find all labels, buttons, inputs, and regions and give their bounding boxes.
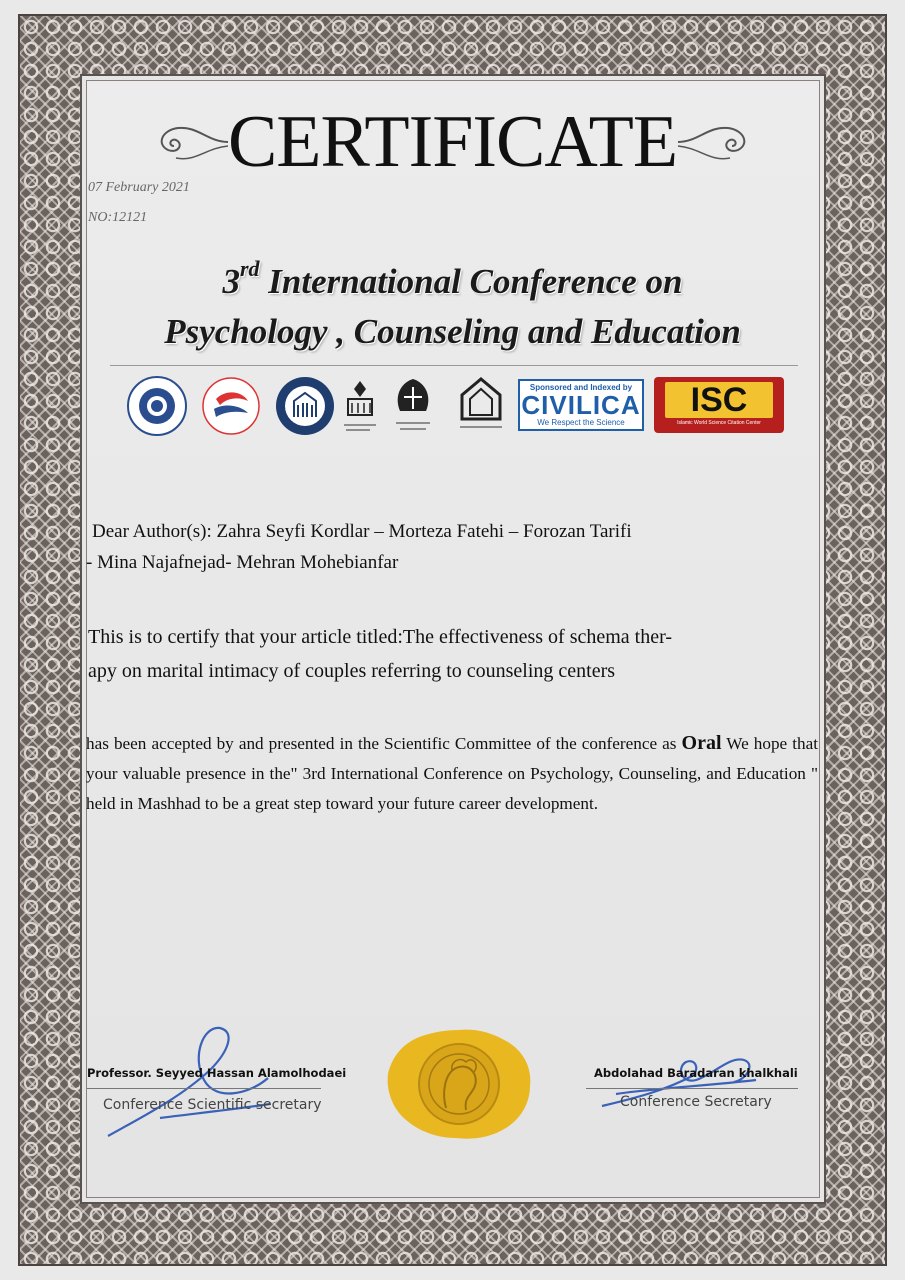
- issue-date: 07 February 2021: [88, 180, 190, 195]
- divider: [110, 365, 798, 366]
- flourish-right-icon: [676, 116, 758, 166]
- left-signatory-role: Conference Scientific secretary: [103, 1097, 322, 1113]
- right-signature-line: [586, 1088, 798, 1089]
- isc-logo: ISC Islamic World Science Citation Center: [654, 377, 784, 433]
- authors-line2: - Mina Najafnejad- Mehran Mohebianfar: [86, 552, 399, 573]
- mashhad-university-emblem-icon: [340, 375, 380, 437]
- istanbul-aydin-university-seal-icon: [126, 375, 188, 437]
- presentation-type: Oral: [681, 732, 722, 754]
- shandiz-higher-education-seal-icon: [274, 375, 336, 437]
- gold-seal-icon: [384, 1028, 534, 1140]
- authors-line1: Dear Author(s): Zahra Seyfi Kordlar – Morteza Fatehi – Forozan Tarifi: [92, 521, 632, 542]
- left-signature-icon: [100, 1018, 300, 1148]
- left-signature-line: [87, 1088, 321, 1089]
- article-statement: [88, 620, 824, 688]
- sponsor-logos: [126, 375, 786, 439]
- certificate-number: NO:12121: [88, 210, 148, 225]
- certificate-title: CERTIFICATE: [227, 101, 678, 183]
- university-of-georgia-seal-icon: [200, 375, 262, 437]
- article-line2: apy on marital intimacy of couples referring to counseling centers: [88, 660, 616, 682]
- right-signatory-role: Conference Secretary: [620, 1094, 772, 1110]
- article-line1: This is to certify that your article titled:The effectiveness of schema ther-: [88, 626, 673, 648]
- civilica-logo: Sponsored and Indexed by CIVILICA We Respect the Science: [518, 379, 644, 431]
- conference-name-line1: 3rd International Conference on: [222, 256, 683, 301]
- islamic-institute-emblem-icon: [456, 375, 506, 437]
- acceptance-paragraph: has been accepted by and presented in the Scientific Committee of the conference as Oral We hope that your valuable presence in the" 3rd International Conference on Psychology, Counseling, and Education " held in Mashhad to be a great step toward your future career development.: [86, 732, 818, 813]
- right-signatory-name: Abdolahad Baradaran khalkhali: [594, 1066, 798, 1080]
- university-of-qom-emblem-icon: [388, 375, 438, 437]
- conference-name-line2: Psychology , Counseling and Education: [164, 312, 741, 351]
- left-signatory-name: Professor. Seyyed Hassan Alamolhodaei: [87, 1066, 347, 1080]
